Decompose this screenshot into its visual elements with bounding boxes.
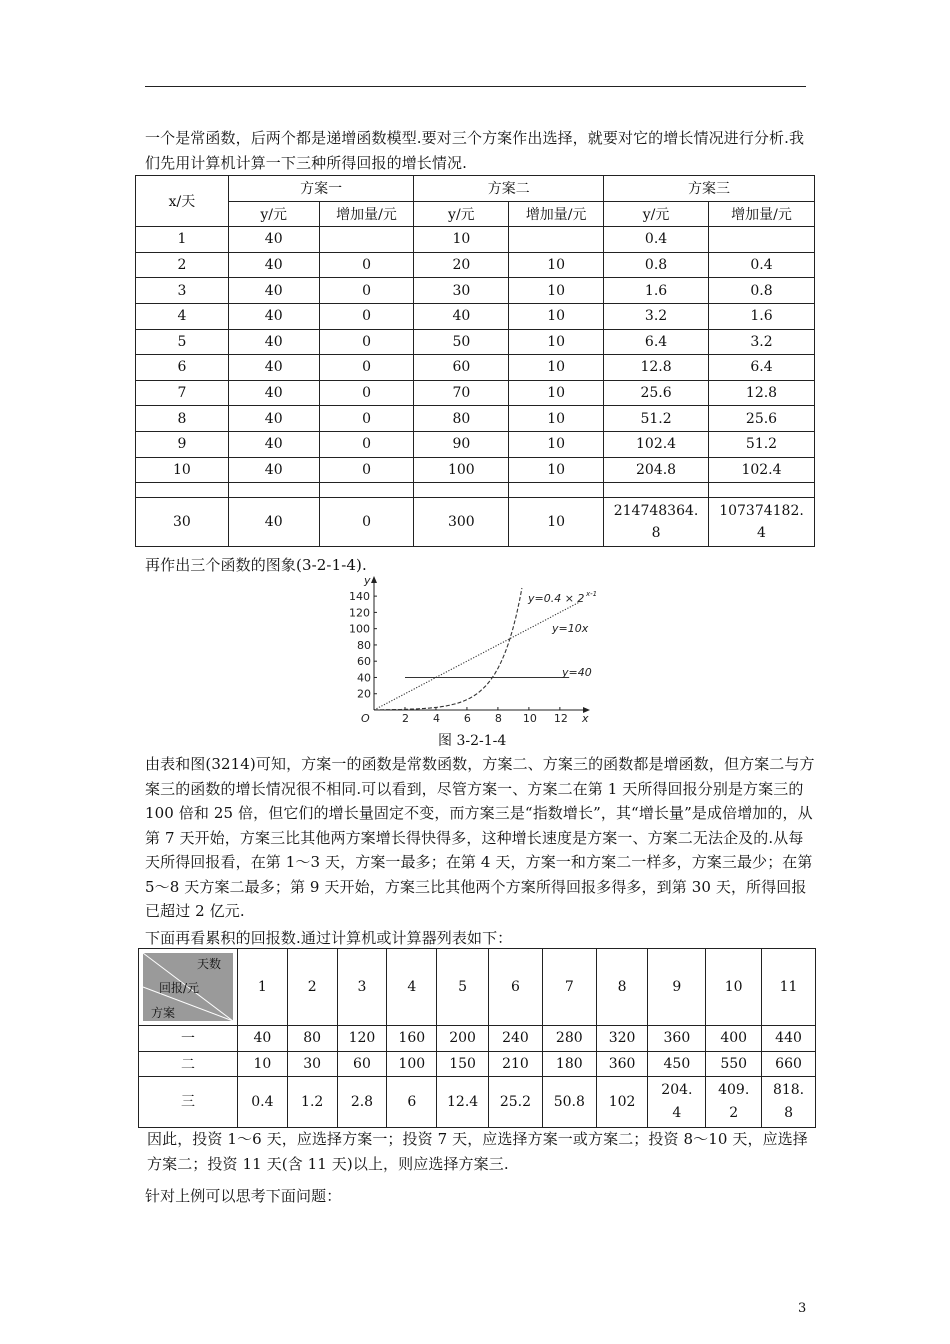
conclusion-text: 因此，投资 1～6 天，应选择方案一；投资 7 天，应选择方案一或方案二；投资 8～10 天，应选择方案二；投资 11 天(含 11 天)以上，则应选择方案三. xyxy=(147,1130,808,1173)
y-tick-label: 80 xyxy=(357,638,371,652)
x-tick-label: 2 xyxy=(401,712,409,724)
day-header: 5 xyxy=(437,949,489,1026)
y-tick-label: 120 xyxy=(349,606,370,620)
sub-header-inc: 增加量/元 xyxy=(709,201,815,227)
header-rule xyxy=(145,86,806,87)
origin-label: O xyxy=(361,712,370,724)
conclusion-paragraph xyxy=(147,1127,819,1176)
analysis-paragraph: 由表和图(3214)可知，方案一的函数是常数函数，方案二、方案三的函数都是增函数，但方案二与方案三的函数的增长情况很不相同.可以看到，尽管方案一、方案二在第 1 天所得回报分别是方案三的 100 倍和 25 倍，但它们的增长量固定不变，而方案三是“指数增长”，其“增长量”是成倍增加的，从第 7 天开始，方案三比其他两方案增长得快得多，这种增长速度是方案一、方案二无法企及的.从每天所得回报看，在第 1～3 天，方案一最多；在第 4 天，方案一和方案二一样多，方案三最少；在第 5～8 天方案二最多；第 9 天开始，方案三比其他两个方案所得回报多得多，到第 30 天，所得回报已超过 2 亿元. xyxy=(145,755,815,920)
corner-plan: 方案 xyxy=(151,1006,176,1020)
sub-header-inc: 增加量/元 xyxy=(319,201,414,227)
table-row: 10 40 0 100 10 204.8 102.4 xyxy=(136,457,815,483)
y-tick-label: 100 xyxy=(349,622,370,636)
sub-header-y: y/元 xyxy=(414,201,509,227)
plan-label: 三 xyxy=(139,1077,238,1128)
series-label-2: y=10x xyxy=(552,622,589,635)
y-tick-label: 20 xyxy=(357,687,371,701)
day-header: 10 xyxy=(706,949,762,1026)
y-tick-label: 60 xyxy=(357,655,371,669)
corner-header xyxy=(139,949,238,1026)
series-label-1-exponent: x-1 xyxy=(586,590,598,598)
plan-two-header: 方案二 xyxy=(414,176,604,202)
intro-paragraph: 一个是常函数，后两个都是递增函数模型.要对三个方案作出选择，就要对它的增长情况进行分析.我们先用计算机计算一下三种所得回报的增长情况. xyxy=(145,129,805,172)
table-row: 二 10 30 60 100 150 210 180 360 450 550 660 xyxy=(139,1051,816,1077)
table-row: 三 0.4 1.2 2.8 6 12.4 25.2 50.8 102 204. 4 409. 2 818. 8 xyxy=(139,1077,816,1128)
series-label-1: y=0.4 × 2 xyxy=(528,592,585,605)
page-number: 3 xyxy=(798,1301,807,1316)
day-header: 11 xyxy=(762,949,816,1026)
plan-label: 一 xyxy=(139,1026,238,1052)
series-label-3: y=40 xyxy=(562,666,592,679)
col-x-header: x/天 xyxy=(136,176,229,227)
table-row: 6 40 0 60 10 12.8 6.4 xyxy=(136,355,815,381)
figure-caption: 图 3-2-1-4 xyxy=(438,733,507,749)
chart-intro: 再作出三个函数的图象(3-2-1-4). xyxy=(145,556,367,574)
function-graph xyxy=(340,574,610,724)
day-header: 3 xyxy=(337,949,387,1026)
cumulative-intro: 下面再看累积的回报数.通过计算机或计算器列表如下： xyxy=(145,929,513,947)
y-tick-label: 40 xyxy=(357,671,371,685)
day-header: 7 xyxy=(542,949,596,1026)
question-line: 针对上例可以思考下面问题： xyxy=(145,1187,342,1205)
day-header: 4 xyxy=(387,949,437,1026)
day-header: 6 xyxy=(489,949,543,1026)
table-row: 7 40 0 70 10 25.6 12.8 xyxy=(136,380,815,406)
table-row: 2 40 0 20 10 0.8 0.4 xyxy=(136,252,815,278)
table-row: 8 40 0 80 10 51.2 25.6 xyxy=(136,406,815,432)
x-tick-label: 4 xyxy=(432,712,440,724)
plan-label: 二 xyxy=(139,1051,238,1077)
sub-header-inc: 增加量/元 xyxy=(509,201,604,227)
table-row: 5 40 0 50 10 6.4 3.2 xyxy=(136,329,815,355)
table-row: 一 40 80 120 160 200 240 280 320 360 400 440 xyxy=(139,1026,816,1052)
plan-three-header: 方案三 xyxy=(604,176,815,202)
table-row: 3 40 0 30 10 1.6 0.8 xyxy=(136,278,815,304)
x-axis-label: x xyxy=(582,712,589,724)
corner-return: 回报/元 xyxy=(159,981,200,995)
sub-header-y: y/元 xyxy=(604,201,709,227)
y-axis-arrow xyxy=(371,576,377,583)
table-row: 9 40 0 90 10 102.4 51.2 xyxy=(136,431,815,457)
table-row: 30 40 0 300 10 214748364. 8 107374182. 4 xyxy=(136,498,815,547)
day-header: 2 xyxy=(287,949,337,1026)
table-row-gap xyxy=(136,483,815,498)
x-tick-label: 12 xyxy=(553,712,568,724)
growth-table xyxy=(135,175,815,547)
sub-header-y: y/元 xyxy=(228,201,319,227)
series-line-1 xyxy=(374,588,522,710)
plan-one-header: 方案一 xyxy=(228,176,414,202)
x-tick-label: 10 xyxy=(522,712,537,724)
day-header: 8 xyxy=(596,949,648,1026)
day-header: 1 xyxy=(238,949,288,1026)
corner-days: 天数 xyxy=(197,957,222,971)
y-axis-label: y xyxy=(364,574,371,587)
table-row: 1 40 10 0.4 xyxy=(136,227,815,253)
day-header: 9 xyxy=(648,949,706,1026)
y-tick-label: 140 xyxy=(349,590,370,604)
x-tick-label: 8 xyxy=(494,712,502,724)
table-row: 4 40 0 40 10 3.2 1.6 xyxy=(136,303,815,329)
cumulative-table xyxy=(138,948,816,1128)
x-tick-label: 6 xyxy=(463,712,471,724)
